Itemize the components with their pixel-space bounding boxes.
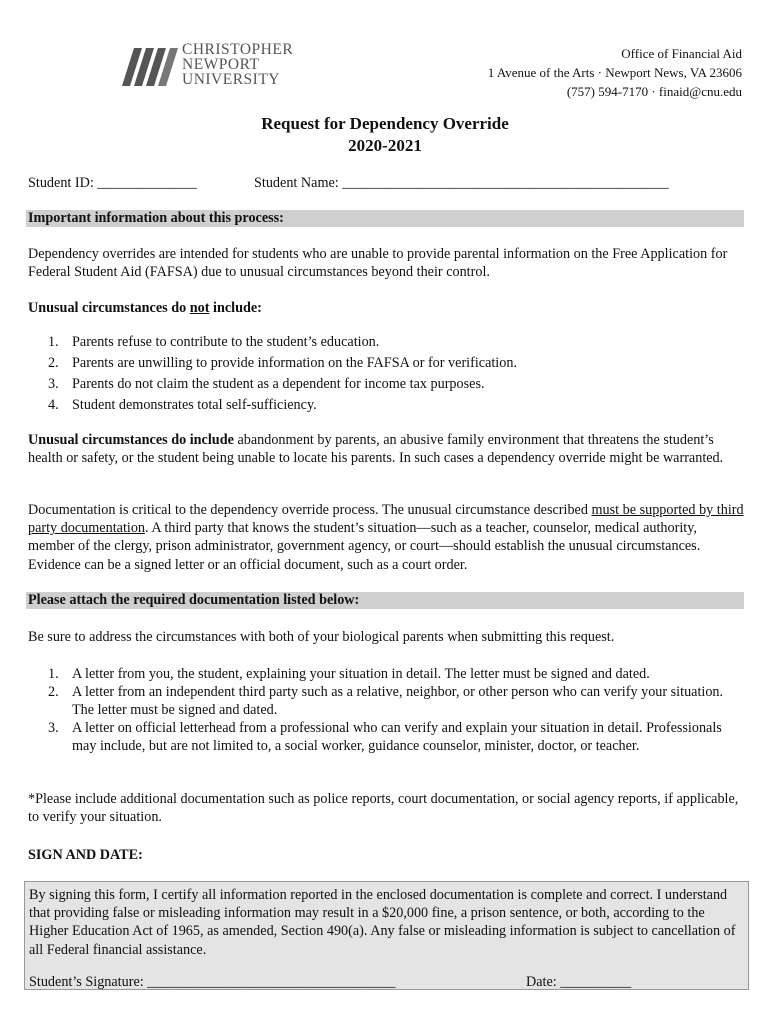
certification-text: By signing this form, I certify all information reported in the enclosed documentation is complete and correct. I understand that providing false or misleading information may result in a $20,000 fine, a prison sentence, or both, according to the Higher Education Act of 1965, as amended, Section 490(a). Any false or misleading information is subject to cancellation of all Federal financial assistance. (29, 887, 736, 958)
list-item-text: Parents are unwilling to provide information on the FAFSA or for verification. (72, 355, 517, 371)
not-include-not: not (189, 300, 210, 316)
office-contact: (757) 594-7170 · finaid@cnu.edu (566, 84, 742, 99)
include-paragraph (28, 431, 744, 467)
logo-line-1: CHRISTOPHER (182, 41, 294, 58)
list-item (48, 332, 728, 353)
cnu-logo-mark-icon (120, 42, 180, 88)
student-name-label: Student Name: (254, 175, 339, 191)
intro-paragraph: Dependency overrides are intended for students who are unable to provide parental information on the Free Application for Federal Student Aid (FAFSA) due to unusual circumstances beyond their control. (28, 246, 728, 281)
list-item-text: A letter from an independent third party such as a relative, neighbor, or other person who can verify your situation. The letter must be signed and dated. (72, 684, 724, 718)
student-name-blank[interactable]: ______________________________________________ (342, 175, 669, 191)
not-include-pre: Unusual circumstances do (28, 300, 190, 316)
list-number: 2. (48, 355, 59, 371)
list-number: 4. (48, 397, 59, 413)
doc-underline: must be supported by third party documentation (28, 502, 744, 537)
list-item-text: A letter on official letterhead from a professional who can verify and explain your situation in detail. Professionals may include, but are not limited to, a social worker, guidance counselor, minister, doctor, or teacher. (72, 720, 722, 754)
date-blank[interactable]: __________ (560, 974, 632, 990)
list-item (48, 683, 728, 719)
office-address-block (488, 44, 742, 101)
student-id-blank[interactable]: ______________ (97, 175, 197, 191)
list-number: 1. (48, 334, 59, 350)
date-field[interactable] (526, 973, 631, 991)
list-item (48, 719, 728, 755)
documentation-paragraph (28, 501, 744, 574)
list-item (48, 374, 728, 395)
required-docs-list (48, 665, 728, 755)
form-title: Request for Dependency Override (261, 114, 509, 133)
student-id-field[interactable] (28, 174, 197, 192)
list-item-text: Parents refuse to contribute to the student’s education. (72, 334, 380, 350)
list-item (48, 395, 728, 416)
list-number: 3. (48, 720, 59, 736)
student-id-label: Student ID: (28, 175, 94, 191)
office-name: Office of Financial Aid (621, 46, 742, 61)
include-bold: Unusual circumstances do include (28, 432, 234, 448)
doc-post: . A third party that knows the student’s situation—such as a teacher, counselor, medical authority, member of the clergy, prison administrator, government agency, or court—should establish the unusual circumstances. Evidence can be a signed letter or an official document, such as a court order. (28, 520, 701, 573)
list-item-text: Student demonstrates total self-sufficiency. (72, 397, 317, 413)
student-name-field[interactable] (254, 174, 669, 192)
form-year: 2020-2021 (348, 136, 422, 155)
list-item-text: Parents do not claim the student as a dependent for income tax purposes. (72, 376, 485, 392)
date-label: Date: (526, 974, 557, 990)
doc-pre: Documentation is critical to the dependency override process. The unusual circumstance described (28, 502, 592, 518)
not-include-post: include: (209, 300, 262, 316)
list-number: 2. (48, 684, 59, 700)
signature-blank[interactable]: ___________________________________ (147, 974, 396, 990)
list-number: 1. (48, 666, 59, 682)
university-name (182, 42, 293, 87)
include-rest: abandonment by parents, an abusive family environment that threatens the student’s health or safety, or the student being unable to locate his parents. In such cases a dependency override might be warranted. (28, 432, 724, 467)
list-item-text: A letter from you, the student, explaining your situation in detail. The letter must be signed and dated. (72, 666, 650, 682)
logo-line-3: UNIVERSITY (182, 71, 280, 88)
additional-docs-note: *Please include additional documentation such as police reports, court documentation, or social agency reports, if applicable, to verify your situation. (28, 791, 739, 826)
university-logo (120, 41, 294, 92)
signature-field[interactable] (29, 973, 396, 991)
logo-line-2: NEWPORT (182, 56, 260, 73)
signature-box (24, 881, 749, 990)
signature-label: Student’s Signature: (29, 974, 144, 990)
sign-and-date-heading: SIGN AND DATE: (28, 847, 143, 863)
office-address: 1 Avenue of the Arts · Newport News, VA 23606 (487, 65, 742, 80)
list-number: 3. (48, 376, 59, 392)
attach-intro: Be sure to address the circumstances with both of your biological parents when submitting this request. (28, 629, 615, 645)
not-include-heading (28, 299, 262, 317)
list-item (48, 665, 728, 683)
section-header-attach: Please attach the required documentation listed below: (26, 592, 744, 609)
list-item (48, 353, 728, 374)
not-include-list (48, 332, 728, 416)
section-header-important: Important information about this process: (26, 210, 744, 227)
